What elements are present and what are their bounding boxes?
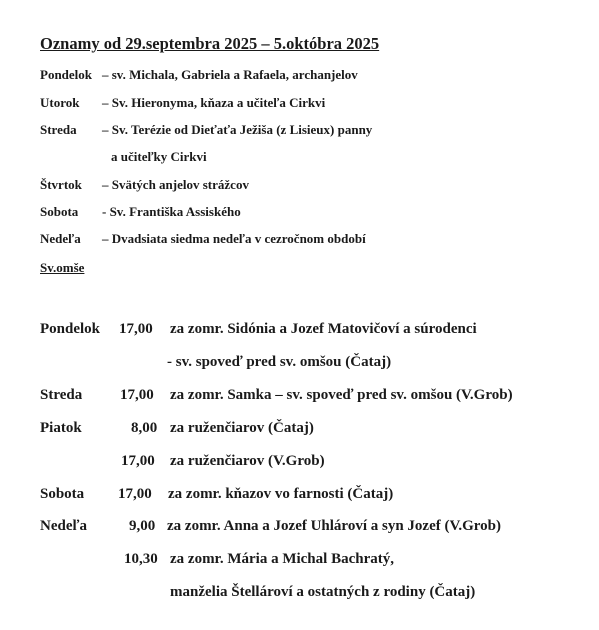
- mass-time: 10,30: [124, 551, 158, 567]
- mass-day: Nedeľa: [40, 518, 88, 534]
- mass-time: 17,00: [118, 486, 152, 502]
- page-title: Oznamy od 29.septembra 2025 – 5.októbra 2025: [40, 34, 380, 53]
- feast-text-continued: a učiteľky Cirkvi: [111, 149, 207, 164]
- mass-intention: za zomr. Anna a Jozef Uhlároví a syn Jozef (V.Grob): [167, 518, 502, 534]
- feast-day: Streda: [40, 122, 77, 137]
- mass-intention: za ruženčiarov (Čataj): [170, 420, 314, 436]
- mass-day: Piatok: [40, 420, 82, 436]
- feast-text: - Sv. Františka Assiského: [102, 204, 241, 219]
- mass-day: Sobota: [40, 486, 85, 502]
- masses-heading: Sv.omše: [40, 260, 85, 275]
- mass-intention: - sv. spoveď pred sv. omšou (Čataj): [167, 354, 392, 370]
- mass-time: 8,00: [131, 420, 158, 436]
- mass-day: Streda: [40, 387, 83, 403]
- mass-intention: za zomr. Sidónia a Jozef Matovičoví a súrodenci: [170, 321, 477, 337]
- mass-intention: za zomr. Samka – sv. spoveď pred sv. omšou (V.Grob): [170, 387, 513, 403]
- feast-text: – Sv. Hieronyma, kňaza a učiteľa Cirkvi: [102, 95, 326, 110]
- feast-text: – Svätých anjelov strážcov: [102, 177, 249, 192]
- mass-intention: za zomr. kňazov vo farnosti (Čataj): [168, 486, 394, 502]
- mass-time: 9,00: [129, 518, 156, 534]
- mass-day: Pondelok: [40, 321, 101, 337]
- mass-time: 17,00: [121, 453, 155, 469]
- feast-day: Utorok: [40, 95, 80, 110]
- feast-day: Nedeľa: [40, 231, 81, 246]
- feast-day: Sobota: [40, 204, 79, 219]
- mass-intention: manželia Štellároví a ostatných z rodiny (Čataj): [170, 584, 476, 600]
- feast-text: – sv. Michala, Gabriela a Rafaela, archanjelov: [102, 67, 358, 82]
- feast-day: Pondelok: [40, 67, 93, 82]
- mass-time: 17,00: [119, 321, 153, 337]
- feast-text: – Dvadsiata siedma nedeľa v cezročnom období: [102, 231, 366, 246]
- mass-intention: za ruženčiarov (V.Grob): [170, 453, 325, 469]
- mass-time: 17,00: [120, 387, 154, 403]
- feast-text: – Sv. Terézie od Dieťaťa Ježiša (z Lisieux) panny: [102, 122, 373, 137]
- mass-intention: za zomr. Mária a Michal Bachratý,: [170, 551, 394, 567]
- feast-day: Štvrtok: [40, 177, 82, 192]
